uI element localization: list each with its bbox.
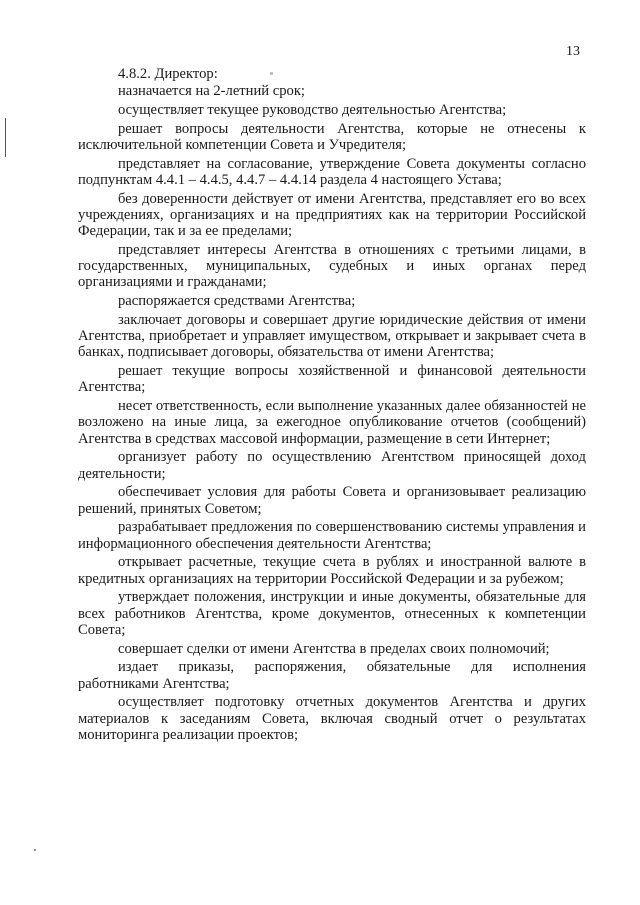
duty-paragraph: открывает расчетные, текущие счета в рублях и иностранной валюте в кредитных организациях на территории Российской Федерации и за рубежом; — [78, 554, 586, 587]
duty-paragraph: назначается на 2-летний срок; — [118, 83, 305, 100]
page-number: 13 — [566, 44, 580, 59]
duty-paragraph: решает вопросы деятельности Агентства, которые не отнесены к исключительной компетенции Совета и Учредителя; — [78, 120, 586, 153]
duty-paragraph: разрабатывает предложения по совершенствованию системы управления и информационного обеспечения деятельности Агентства; — [78, 519, 586, 552]
duty-paragraph: представляет интересы Агентства в отношениях с третьими лицами, в государственных, муниципальных, судебных и иных органах перед организациями и гражданами; — [78, 242, 586, 291]
duty-paragraph: обеспечивает условия для работы Совета и организовывает реализацию решений, принятых Советом; — [78, 484, 586, 517]
duty-paragraph: совершает сделки от имени Агентства в пределах своих полномочий; — [118, 640, 550, 657]
duty-paragraph: без доверенности действует от имени Агентства, представляет его во всех учреждениях, организациях и на предприятиях как на территории Российской Федерации, так и за ее пределами; — [78, 190, 586, 240]
duty-paragraph: представляет на согласование, утверждение Совета документы согласно подпунктам 4.4.1 – 4.4.5, 4.4.7 – 4.4.14 раздела 4 настоящего Устава; — [78, 155, 586, 188]
duty-paragraph: издает приказы, распоряжения, обязательные для исполнения работниками Агентства; — [78, 659, 586, 692]
duty-paragraph: организует работу по осуществлению Агентством приносящей доход деятельности; — [78, 449, 586, 482]
section-heading: 4.8.2. Директор: — [118, 66, 218, 82]
scan-speck — [34, 849, 36, 851]
duty-paragraph: осуществляет текущее руководство деятельностью Агентства; — [118, 102, 507, 118]
duty-paragraph: несет ответственность, если выполнение указанных далее обязанностей не возложено на иные лица, за ежегодное опубликование отчетов (сообщений) Агентства в средствах массовой информации, размещение в сети Интернет; — [78, 398, 586, 447]
document-body — [78, 66, 586, 746]
duty-paragraph: осуществляет подготовку отчетных документов Агентства и других материалов к заседаниям Совета, включая сводный отчет о результатах мониторинга реализации проектов; — [78, 694, 586, 743]
margin-mark — [5, 131, 6, 157]
duty-paragraph: утверждает положения, инструкции и иные документы, обязательные для всех работников Агентства, кроме документов, отнесенных к компетенции Совета; — [78, 589, 586, 638]
duty-paragraph: решает текущие вопросы хозяйственной и финансовой деятельности Агентства; — [78, 363, 586, 396]
margin-mark — [5, 118, 6, 132]
duty-paragraph: заключает договоры и совершает другие юридические действия от имени Агентства, приобретает и управляет имуществом, открывает и закрывает счета в банках, подписывает договоры, обязательства от имени Агентства; — [78, 312, 586, 361]
duty-paragraph: распоряжается средствами Агентства; — [118, 293, 356, 310]
